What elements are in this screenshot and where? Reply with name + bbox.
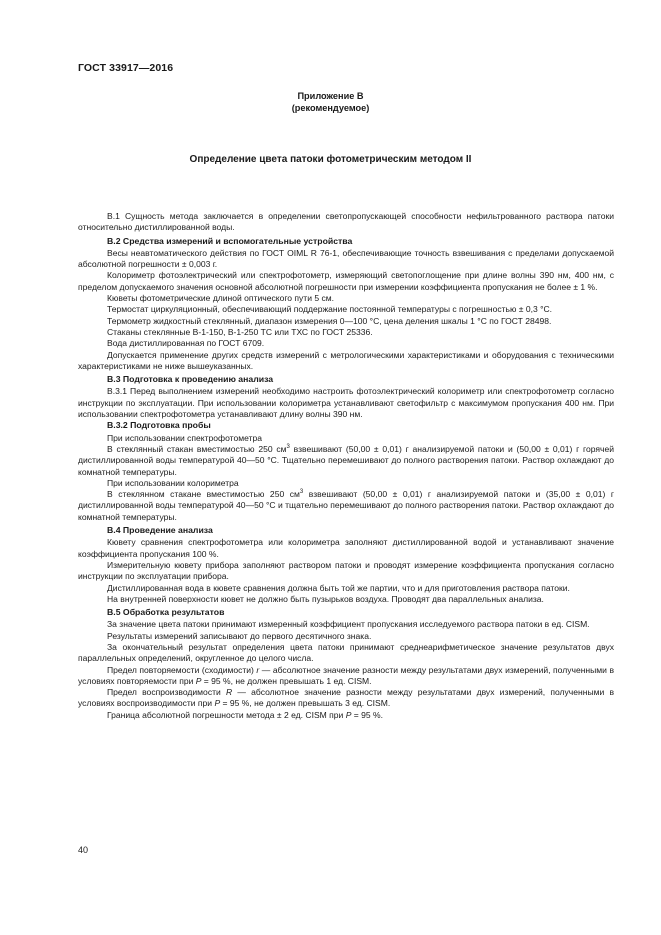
paragraph-reference-cuvette: Кювету сравнения спектрофотометра или колориметра заполняют дистиллированной водой и устанавливают значение коэффициента пропускания 100 %. [78,537,614,559]
paragraph-measuring-cuvette: Измерительную кювету прибора заполняют раствором патоки и проводят измерение коэффициента пропускания согласно инструкции по эксплуатации прибора. [78,559,614,582]
section-heading-preparation: В.3 Подготовка к проведению анализа [107,374,274,385]
paragraph-colorimeter-procedure [78,489,614,523]
variable: P [214,698,221,709]
text-fragment: — абсолютное значение разности между результатами двух измерений, полученными в условиях воспроизводимости при [78,687,614,709]
variable: R [226,687,233,698]
section-heading-results: В.5 Обработка результатов [107,607,225,618]
text-fragment: В стеклянном стакане вместимостью 250 см [107,489,300,500]
page-number: 40 [78,845,89,855]
paragraph-water: Вода дистиллированная по ГОСТ 6709. [107,338,265,349]
subsection-heading-sample: В.3.2 Подготовка пробы [107,420,211,431]
paragraph-bubbles: На внутренней поверхности кювет не должно быть пузырьков воздуха. Проводят два параллельных анализа. [107,593,544,604]
paragraph-spectro-case: При использовании спектрофотометра [107,432,262,443]
variable: r [256,664,260,675]
paragraph-final-result: За окончательный результат определения цвета патоки принимают среднеарифметическое значение результатов двух параллельных определений, округленное до целого числа. [78,641,614,664]
text-fragment: взвешивают (50,00 ± 0,01) г анализируемой патоки и (35,00 ± 0,01) г дистиллированной воды температурой 40—50 °С и тщательно перемешивают до полного растворения патоки. Раствор охлаждают до комнатной температуры. [78,489,614,522]
paragraph-colorimeter-case: При использовании колориметра [107,477,239,488]
paragraph-cuvettes: Кюветы фотометрические длиной оптического пути 5 см. [107,293,334,304]
paragraph-setup: В.3.1 Перед выполнением измерений необходимо настроить фотоэлектрический колориметр или спектрофотометр согласно инструкции по эксплуатации. При использовании колориметра устанавливают светофильтр с максимумом пропускания 400 нм. При использовании спектрофотометра устанавливают длину волны 390 нм. [78,386,614,420]
document-title: Определение цвета патоки фотометрическим методом II [189,154,472,165]
text-fragment: взвешивают (50,00 ± 0,01) г анализируемой патоки и (50,00 ± 0,01) г горячей дистиллированной воды температурой 40—50 °С. Тщательно перемешивают до полного растворения патоки. Раствор охлаждают до комнатной температуры. [78,443,614,477]
paragraph-same-water: Дистиллированная вода в кювете сравнения должна быть той же партии, что и для приготовления раствора патоки. [107,582,570,593]
superscript: 3 [299,489,304,496]
text-fragment: Граница абсолютной погрешности метода ± 2 ед. CISM при [107,709,346,720]
paragraph-recording: Результаты измерений записывают до первого десятичного знака. [107,630,372,641]
appendix-label: Приложение В [297,91,364,101]
text-fragment: В стеклянный стакан вместимостью 250 см [107,443,287,454]
superscript: 3 [286,443,290,450]
paragraph-spectro-procedure [78,444,614,478]
section-heading-instruments: В.2 Средства измерений и вспомогательные устройства [107,235,353,246]
paragraph-thermostat: Термостат циркуляционный, обеспечивающий поддержание постоянной температуры с погрешностью ± 0,3 °С. [107,304,553,315]
paragraph-repeatability [78,665,614,688]
text-fragment: Предел повторяемости (сходимости) [107,664,257,675]
variable: P [345,709,352,720]
text-fragment: = 95 %, не должен превышать 3 ед. CISM. [220,698,391,709]
text-fragment: — абсолютное значение разности между результатами двух измерений, полученными в условиях повторяемости при [78,664,614,686]
paragraph-beakers: Стаканы стеклянные В-1-150, В-1-250 ТС или ТХС по ГОСТ 25336. [107,326,373,337]
paragraph-thermometer: Термометр жидкостный стеклянный, диапазон измерения 0—100 °С, цена деления шкалы 1 °С по ГОСТ 28498. [107,315,552,326]
paragraph-error-bound [78,710,614,721]
text-fragment: Предел воспроизводимости [107,687,226,698]
text-fragment: = 95 %, не должен превышать 1 ед. CISM. [201,675,372,686]
paragraph-colorimeter: Колориметр фотоэлектрический или спектрофотометр, измеряющий светопоглощение при длине волны 390 нм, 400 нм, с пределом допускаемого значения основной абсолютной погрешности при измерении коэффициента пропускания не более ± 1 %. [78,270,614,292]
text-fragment: = 95 %. [351,709,384,720]
document-body [78,211,614,721]
paragraph-reproducibility [78,687,614,710]
appendix-status: (рекомендуемое) [291,103,370,113]
paragraph-color-value: За значение цвета патоки принимают измеренный коэффициент пропускания исследуемого раствора патоки в ед. CISM. [107,619,590,630]
paragraph-essence: В.1 Сущность метода заключается в определении светопропускающей способности нефильтрованного раствора патоки относительно дистиллированной воды. [78,211,614,233]
standard-code: ГОСТ 33917—2016 [78,62,174,74]
paragraph-alternatives: Допускается применение других средств измерений с метрологическими характеристиками и оборудования с техническими характеристиками не ниже вышеуказанных. [78,349,614,371]
section-heading-analysis: В.4 Проведение анализа [107,525,213,536]
paragraph-scales: Весы неавтоматического действия по ГОСТ OIML R 76-1, обеспечивающие точность взвешивания с пределами допускаемой абсолютной погрешности ± 0,003 г. [78,247,614,270]
variable: P [195,675,202,686]
